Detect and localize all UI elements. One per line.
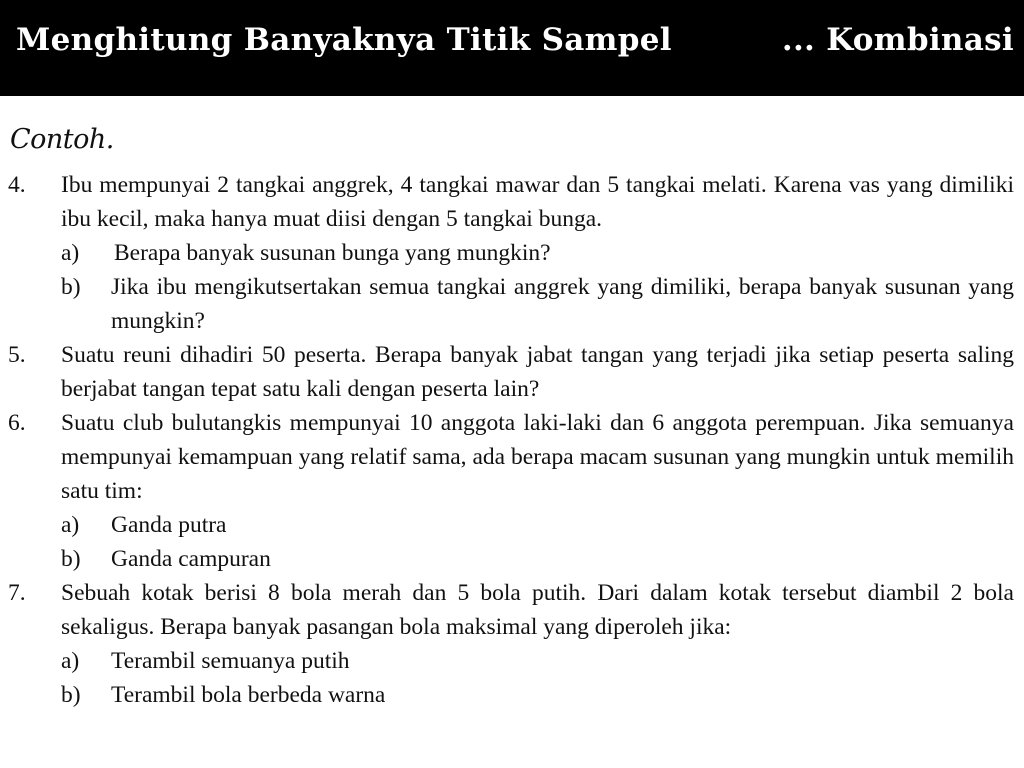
sub-list (8, 236, 1014, 338)
sub-letter: b) (61, 274, 81, 300)
section-label: Contoh. (10, 124, 114, 155)
sub-text: Ganda putra (111, 512, 227, 538)
problem-number: 6. (8, 410, 26, 436)
sub-item (61, 236, 1014, 270)
sub-text: Berapa banyak susunan bunga yang mungkin? (114, 240, 551, 266)
problem-item (8, 576, 1014, 644)
sub-item (61, 270, 1014, 338)
sub-list (8, 644, 1014, 712)
sub-text: Ganda campuran (111, 546, 271, 572)
sub-item (61, 508, 1014, 542)
sub-item (61, 542, 1014, 576)
sub-item (61, 644, 1014, 678)
sub-letter: a) (61, 512, 80, 538)
sub-text: Jika ibu mengikutsertakan semua tangkai anggrek yang dimiliki, berapa banyak susunan yang mungkin? (111, 274, 1014, 334)
problem-item (8, 406, 1014, 508)
problem-number: 7. (8, 580, 26, 606)
slide-subtitle: ... Kombinasi (781, 22, 1014, 58)
sub-text: Terambil semuanya putih (111, 648, 350, 674)
problem-number: 5. (8, 342, 26, 368)
problem-item (8, 338, 1014, 406)
problem-list (8, 168, 1014, 712)
sub-item (61, 678, 1014, 712)
problem-number: 4. (8, 172, 26, 198)
slide-title: Menghitung Banyaknya Titik Sampel (16, 22, 672, 58)
sub-letter: b) (61, 546, 81, 572)
problem-item (8, 168, 1014, 236)
problem-text: Suatu club bulutangkis mempunyai 10 anggota laki-laki dan 6 anggota perempuan. Jika semuanya mempunyai kemampuan yang relatif sama, ada berapa macam susunan yang mungkin untuk memilih satu tim: (61, 410, 1014, 504)
title-bar (0, 0, 1024, 96)
problem-text: Ibu mempunyai 2 tangkai anggrek, 4 tangkai mawar dan 5 tangkai melati. Karena vas yang dimiliki ibu kecil, maka hanya muat diisi dengan 5 tangkai bunga. (61, 172, 1014, 232)
sub-letter: b) (61, 682, 81, 708)
problem-text: Suatu reuni dihadiri 50 peserta. Berapa banyak jabat tangan yang terjadi jika setiap peserta saling berjabat tangan tepat satu kali dengan peserta lain? (61, 342, 1014, 402)
sub-text: Terambil bola berbeda warna (111, 682, 386, 708)
sub-letter: a) (61, 648, 80, 674)
problem-text: Sebuah kotak berisi 8 bola merah dan 5 bola putih. Dari dalam kotak tersebut diambil 2 bola sekaligus. Berapa banyak pasangan bola maksimal yang diperoleh jika: (61, 580, 1014, 640)
sub-letter: a) (61, 240, 80, 266)
sub-list (8, 508, 1014, 576)
